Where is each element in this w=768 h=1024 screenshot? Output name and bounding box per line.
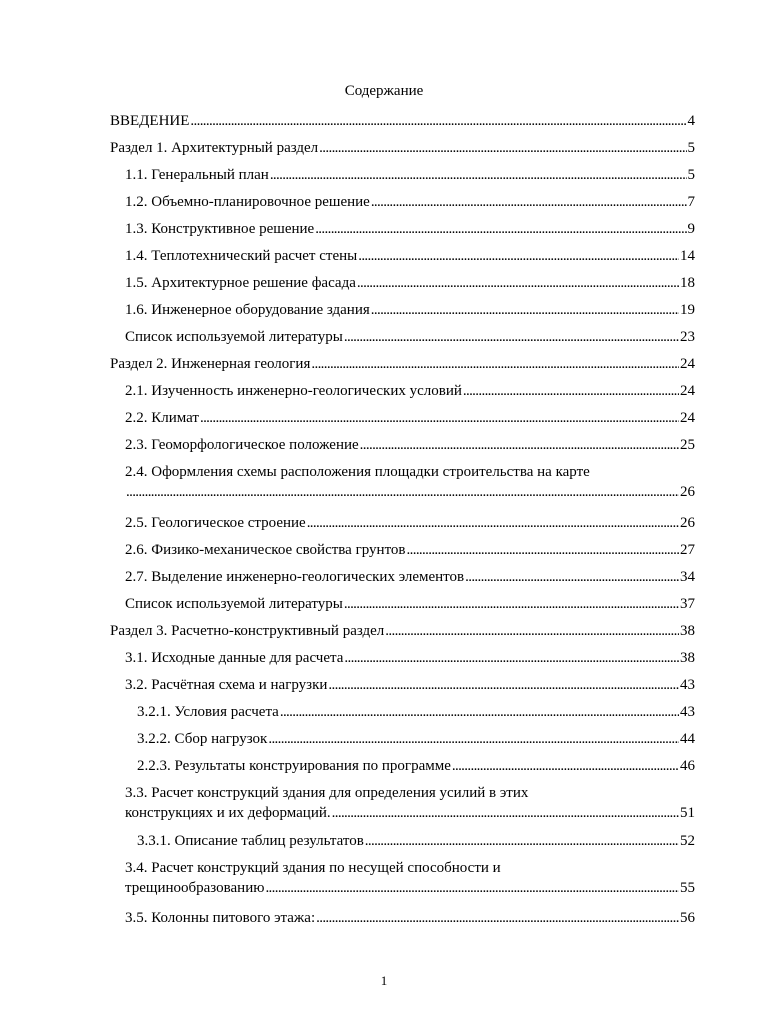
dot-leader bbox=[200, 408, 679, 428]
toc-entry-text: 3.2. Расчётная схема и нагрузки bbox=[125, 677, 328, 693]
page-number: 1 bbox=[380, 973, 388, 988]
dot-leader bbox=[268, 729, 679, 749]
toc-entry[interactable] bbox=[125, 675, 695, 695]
toc-entry[interactable] bbox=[125, 408, 695, 428]
dot-leader bbox=[270, 165, 687, 185]
toc-entry-page: 7 bbox=[687, 194, 695, 210]
dot-leader bbox=[315, 219, 686, 239]
toc-entry-page: 19 bbox=[680, 302, 695, 318]
dot-leader bbox=[358, 246, 679, 266]
toc-entry[interactable] bbox=[125, 513, 695, 533]
toc-entry[interactable] bbox=[125, 273, 695, 293]
toc-entry-text: 1.1. Генеральный план bbox=[125, 167, 269, 183]
toc-entry-text: 2.5. Геологическое строение bbox=[125, 515, 306, 531]
toc-entry-page: 24 bbox=[680, 410, 695, 426]
toc-entry-text: 2.1. Изученность инженерно-геологических условий bbox=[125, 383, 462, 399]
dot-leader bbox=[344, 327, 679, 347]
toc-entry-text-line1: 3.3. Расчет конструкций здания для определения усилий в этих bbox=[125, 785, 529, 801]
toc-entry[interactable] bbox=[125, 462, 695, 502]
dot-leader bbox=[463, 381, 679, 401]
toc-entry-page: 37 bbox=[680, 596, 695, 612]
toc-entry-text: 1.4. Теплотехнический расчет стены bbox=[125, 248, 358, 264]
toc-entry[interactable] bbox=[110, 621, 695, 641]
toc-entry[interactable] bbox=[137, 831, 695, 851]
dot-leader bbox=[407, 540, 679, 560]
toc-entry-page: 27 bbox=[680, 542, 695, 558]
toc-entry[interactable] bbox=[125, 908, 695, 928]
toc-entry-page: 51 bbox=[680, 805, 695, 821]
toc-entry-text: 1.5. Архитектурное решение фасада bbox=[125, 275, 356, 291]
toc-entry[interactable] bbox=[137, 702, 695, 722]
toc-entry-page: 34 bbox=[680, 569, 695, 585]
toc-entry-page: 9 bbox=[687, 221, 695, 237]
dot-leader bbox=[371, 300, 679, 320]
dot-leader bbox=[190, 111, 686, 131]
toc-entry-page: 44 bbox=[680, 731, 695, 747]
dot-leader bbox=[265, 878, 679, 898]
dot-leader bbox=[344, 648, 679, 668]
toc-entry-page: 55 bbox=[680, 880, 695, 896]
toc-entry[interactable] bbox=[125, 381, 695, 401]
toc-entry-text: 1.6. Инженерное оборудование здания bbox=[125, 302, 370, 318]
dot-leader bbox=[365, 831, 679, 851]
toc-entry-text: 3.2.2. Сбор нагрузок bbox=[137, 731, 268, 747]
dot-leader bbox=[360, 435, 679, 455]
toc-entry-text: 1.2. Объемно-планировочное решение bbox=[125, 194, 370, 210]
toc-entry-text: трещинообразованию bbox=[125, 880, 265, 896]
toc-entry[interactable] bbox=[125, 192, 695, 212]
toc-entry[interactable] bbox=[125, 567, 695, 587]
dot-leader bbox=[371, 192, 687, 212]
toc-entry-page: 43 bbox=[680, 677, 695, 693]
toc-entry[interactable] bbox=[110, 354, 695, 374]
toc-entry-text-line1: 2.4. Оформления схемы расположения площадки строительства на карте bbox=[125, 464, 590, 480]
toc-entry-page: 4 bbox=[687, 113, 695, 129]
dot-leader bbox=[344, 594, 679, 614]
toc-entry[interactable] bbox=[125, 246, 695, 266]
toc-entry[interactable] bbox=[125, 858, 695, 898]
toc-entry[interactable] bbox=[125, 594, 695, 614]
dot-leader bbox=[311, 354, 679, 374]
toc-entry[interactable] bbox=[125, 300, 695, 320]
toc-entry-page: 38 bbox=[680, 650, 695, 666]
dot-leader bbox=[316, 908, 679, 928]
toc-entry-text: 2.2. Климат bbox=[125, 410, 199, 426]
dot-leader bbox=[385, 621, 679, 641]
toc-entry-page: 26 bbox=[680, 515, 695, 531]
toc-entry-text: Раздел 2. Инженерная геология bbox=[110, 356, 311, 372]
toc-entry-text: конструкциях и их деформаций. bbox=[125, 805, 331, 821]
toc-entry-page: 5 bbox=[687, 167, 695, 183]
toc-entry[interactable] bbox=[125, 648, 695, 668]
toc-entry[interactable] bbox=[125, 219, 695, 239]
toc-entry[interactable] bbox=[125, 165, 695, 185]
toc-entry-page: 5 bbox=[687, 140, 695, 156]
toc-entry-text: 2.6. Физико-механическое свойства грунтов bbox=[125, 542, 406, 558]
toc-entry[interactable] bbox=[110, 138, 695, 158]
toc-entry[interactable] bbox=[137, 756, 695, 776]
dot-leader bbox=[452, 756, 679, 776]
toc-entry-text: 2.7. Выделение инженерно-геологических элементов bbox=[125, 569, 465, 585]
toc-entry-page: 38 bbox=[680, 623, 695, 639]
toc-entry-page: 43 bbox=[680, 704, 695, 720]
toc-entry[interactable] bbox=[125, 540, 695, 560]
dot-leader bbox=[126, 482, 679, 502]
toc-entry-text: Список используемой литературы bbox=[125, 596, 343, 612]
toc-entry-text: 3.5. Колонны питового этажа: bbox=[125, 910, 316, 926]
toc-entry[interactable] bbox=[125, 783, 695, 823]
dot-leader bbox=[280, 702, 679, 722]
toc-entry-text: 3.3.1. Описание таблиц результатов bbox=[137, 833, 364, 849]
toc-entry-text: Раздел 1. Архитектурный раздел bbox=[110, 140, 319, 156]
toc-entry-page: 24 bbox=[680, 383, 695, 399]
toc-title: Содержание bbox=[344, 83, 424, 99]
toc-entry-page: 18 bbox=[680, 275, 695, 291]
dot-leader bbox=[357, 273, 679, 293]
toc-entry[interactable] bbox=[110, 111, 695, 131]
toc-entry-page: 25 bbox=[680, 437, 695, 453]
toc-entry-text: ВВЕДЕНИЕ bbox=[110, 113, 190, 129]
dot-leader bbox=[307, 513, 679, 533]
toc-entry[interactable] bbox=[125, 327, 695, 347]
toc-entry-text: 3.1. Исходные данные для расчета bbox=[125, 650, 344, 666]
toc-entry-page: 23 bbox=[680, 329, 695, 345]
toc-entry-text: 2.2.3. Результаты конструирования по программе bbox=[137, 758, 451, 774]
toc-entry-text: 1.3. Конструктивное решение bbox=[125, 221, 315, 237]
toc-entry-text-line1: 3.4. Расчет конструкций здания по несущей способности и bbox=[125, 860, 501, 876]
toc-entry-text: Раздел 3. Расчетно-конструктивный раздел bbox=[110, 623, 385, 639]
toc-entry-page: 14 bbox=[680, 248, 695, 264]
toc-entry-page: 24 bbox=[680, 356, 695, 372]
toc-entry-page: 26 bbox=[680, 484, 695, 500]
toc-entry-page: 56 bbox=[680, 910, 695, 926]
toc-entry-page: 52 bbox=[680, 833, 695, 849]
toc-entry-text: 3.2.1. Условия расчета bbox=[137, 704, 279, 720]
toc-entry-text: Список используемой литературы bbox=[125, 329, 343, 345]
toc-entry-page: 46 bbox=[680, 758, 695, 774]
toc-entry[interactable] bbox=[137, 729, 695, 749]
dot-leader bbox=[319, 138, 686, 158]
dot-leader bbox=[465, 567, 679, 587]
toc-entry-text: 2.3. Геоморфологическое положение bbox=[125, 437, 359, 453]
dot-leader bbox=[332, 803, 679, 823]
dot-leader bbox=[328, 675, 679, 695]
toc-entry[interactable] bbox=[125, 435, 695, 455]
